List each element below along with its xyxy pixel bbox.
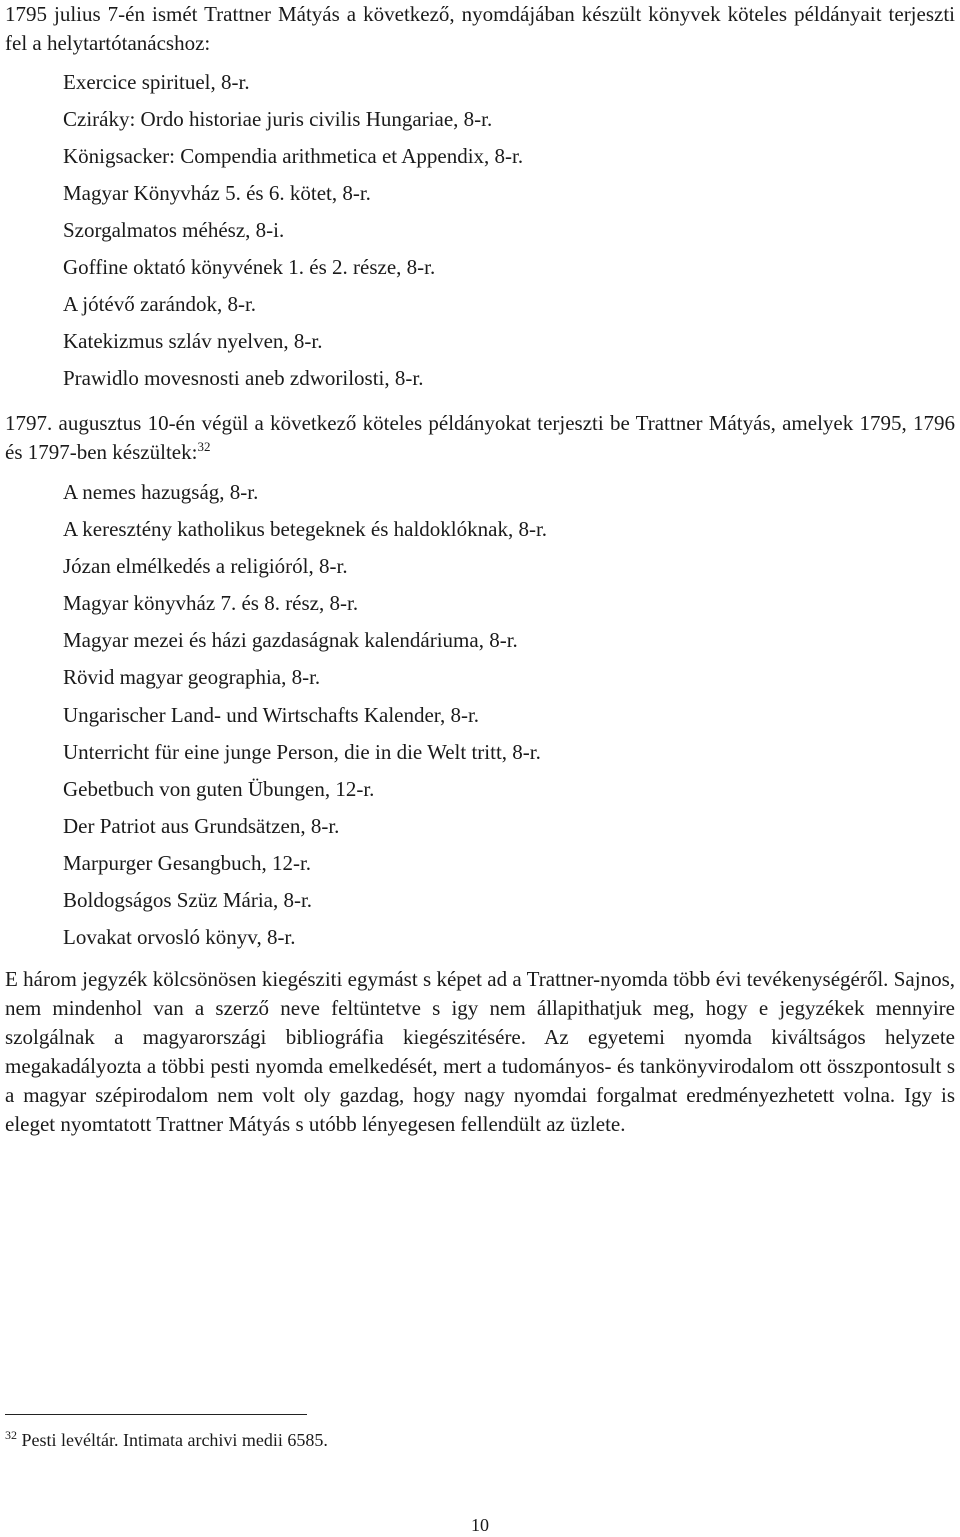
list-item: Rövid magyar geographia, 8-r.	[63, 665, 321, 690]
list-item: Magyar Könyvház 5. és 6. kötet, 8-r.	[63, 181, 371, 205]
list-item: A keresztény katholikus betegeknek és haldoklóknak, 8-r.	[63, 517, 548, 542]
list-item: Ungarischer Land- und Wirtschafts Kalender, 8-r.	[63, 702, 480, 727]
list-item: Der Patriot aus Grundsätzen, 8-r.	[63, 813, 340, 838]
list-item: Unterricht für eine junge Person, die in die Welt tritt, 8-r.	[63, 739, 541, 764]
list-item: Józan elmélkedés a religióról, 8-r.	[63, 554, 348, 579]
book-list-1795	[63, 64, 523, 397]
closing-paragraph: E három jegyzék kölcsönösen kiegésziti egymást s képet ad a Trattner-nyomda több évi tevékenységéről. Sajnos, nem mindenhol van a szerző neve feltüntetve s igy nem állapithatjuk meg, hogy e jegyzékek mennyire szolgálnak a magyarországi bibliográfia kiegészitésére. Az egyetemi nyomda kiváltságos helyzete megakadályozta a többi pesti nyomda emelkedését, mert a tudományos- és tankönyvirodalom ott összpontosult s a magyar szépirodalom nem volt oly gazdag, hogy nagy nyomdai forgalmat eredményezhetett volna. Igy is eleget nyomtatott Trattner Mátyás s utóbb lényegesen fellendült az üzlete.	[5, 967, 955, 1136]
intro-1797-text: 1797. augusztus 10-én végül a következő köteles példányokat terjeszti be Trattner Mátyás, amelyek 1795, 1796 és 1797-ben készültek:	[5, 411, 955, 464]
page-number: 10	[471, 1515, 489, 1535]
footnote-reference[interactable]: 32	[197, 439, 211, 454]
footnote-divider	[5, 1414, 307, 1415]
list-item: Boldogságos Szüz Mária, 8-r.	[63, 888, 313, 913]
list-item: Goffine oktató könyvének 1. és 2. része, 8-r.	[63, 255, 436, 279]
list-item: Szorgalmatos méhész, 8-i.	[63, 218, 285, 242]
list-item: A nemes hazugság, 8-r.	[63, 480, 259, 504]
list-item: Magyar könyvház 7. és 8. rész, 8-r.	[63, 591, 359, 616]
list-item: Marpurger Gesangbuch, 12-r.	[63, 850, 312, 875]
list-item: Prawidlo movesnosti aneb zdworilosti, 8-r.	[63, 366, 424, 390]
list-item: Cziráky: Ordo historiae juris civilis Hungariae, 8-r.	[63, 107, 493, 131]
footnote-number: 32	[5, 1428, 17, 1442]
footnote	[5, 1428, 328, 1452]
intro-paragraph-1797	[5, 409, 955, 467]
list-item: Königsacker: Compendia arithmetica et Appendix, 8-r.	[63, 144, 524, 168]
book-list-1797	[63, 474, 547, 956]
list-item: Katekizmus szláv nyelven, 8-r.	[63, 329, 323, 353]
list-item: Magyar mezei és házi gazdaságnak kalendáriuma, 8-r.	[63, 628, 518, 653]
list-item: A jótévő zarándok, 8-r.	[63, 292, 257, 316]
intro-paragraph-1795: 1795 julius 7-én ismét Trattner Mátyás a következő, nyomdájában készült könyvek köteles példányait terjeszti fel a helytartótanácshoz:	[5, 2, 955, 55]
footnote-text: Pesti levéltár. Intimata archivi medii 6585.	[21, 1430, 328, 1450]
list-item: Exercice spirituel, 8-r.	[63, 70, 250, 94]
list-item: Lovakat orvosló könyv, 8-r.	[63, 925, 296, 950]
list-item: Gebetbuch von guten Übungen, 12-r.	[63, 776, 375, 801]
